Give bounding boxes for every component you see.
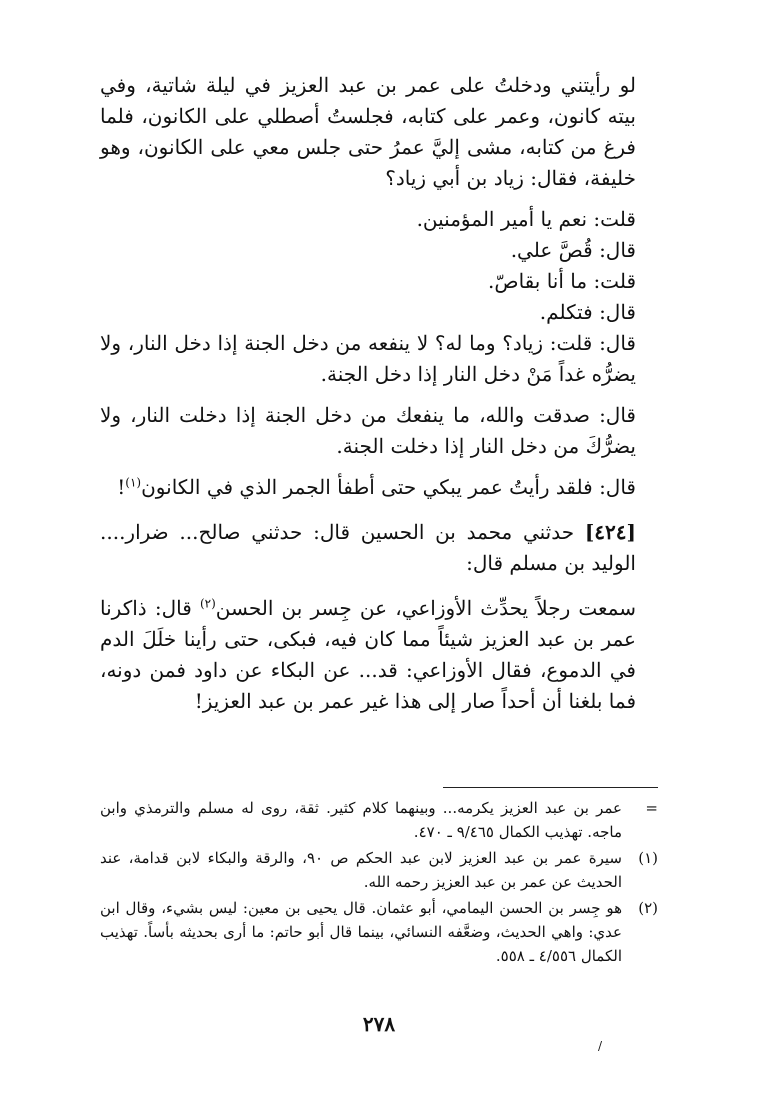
dialogue-line: قال: فتكلم. [539, 300, 636, 324]
dialogue-line: قال: قُصَّ علي. [510, 238, 636, 262]
footnote-mark: (٢) [638, 899, 658, 917]
hadith-number: [٤٢٤] [584, 520, 636, 544]
footnote-continuation [100, 796, 658, 844]
closing-text-2: قال: ذاكرنا عمر بن عبد العزيز شيئاً مما كان فيه، فبكى، حتى رأينا خلَلَ الدم في الدموع، فقال الأوزاعي: قد... عن البكاء عن داود فمن دونه، فما بلغنا أن أحداً صار إلى هذا غير عمر بن عبد العزيز! [100, 596, 636, 713]
hadith-chain [100, 517, 658, 579]
stray-mark: / [597, 1039, 602, 1053]
chain-text: حدثني محمد بن الحسين قال: حدثني صالح... ضرار.... الوليد بن مسلم قال: [100, 520, 636, 575]
main-text [100, 70, 658, 717]
footnote-text: عمر بن عبد العزيز يكرمه... وبينهما كلام كثير. ثقة، روى له مسلم والترمذي وابن ماجه. تهذيب الكمال ٩/٤٦٥ ـ ٤٧٠. [100, 799, 622, 841]
dialogue-line: قلت: ما أنا بقاصّ. [488, 269, 636, 293]
dialogue-line: قلت: نعم يا أمير المؤمنين. [416, 207, 636, 231]
footnote-text: هو جِسر بن الحسن اليمامي، أبو عثمان. قال يحيى بن معين: ليس بشيء، وقال ابن عدي: واهي الحديث، وضعَّفه النسائي، بينما قال أبو حاتم: ما أرى بحديثه بأساً. تهذيب الكمال ٤/٥٥٦ ـ ٥٥٨. [100, 899, 622, 965]
footnote-text: سيرة عمر بن عبد العزيز لابن عبد الحكم ص ٩٠، والرقة والبكاء لابن قدامة، عند الحديث عن عمر بن عبد العزيز رحمه الله. [100, 849, 622, 891]
opening-paragraph: لو رأيتني ودخلتُ على عمر بن عبد العزيز في ليلة شاتية، وفي بيته كانون، وعمر على كتابه، فجلستُ أصطلي على الكانون، فلما فرغ من كتابه، مشى إليَّ عمرُ حتى جلس معي على الكانون، وهو خليفة، فقال: زياد بن أبي زياد؟ [100, 73, 636, 190]
footnote-mark: (١) [638, 849, 658, 867]
footnote-2 [100, 896, 658, 968]
dialogue-line: قال: قلت: زياد؟ وما له؟ لا ينفعه من دخل الجنة إذا دخل النار، ولا يضرُّه غداً مَنْ دخل النار إذا دخل الجنة. [100, 331, 636, 386]
footnote-1 [100, 846, 658, 894]
footnotes [100, 796, 658, 970]
footnote-ref-1: (١) [125, 475, 142, 490]
dialogue-end: ! [117, 475, 126, 499]
dialogue-line: قال: صدقت والله، ما ينفعك من دخل الجنة إذا دخلت النار، ولا يضرُّكَ من دخل النار إذا دخلت الجنة. [100, 403, 636, 458]
closing-text-1: سمعت رجلاً يحدِّث الأوزاعي، عن جِسر بن الحسن [215, 596, 636, 620]
page-number: ٢٧٨ [362, 1012, 396, 1036]
closing-paragraph [100, 593, 658, 717]
dialogue-text: قال: فلقد رأيتُ عمر يبكي حتى أطفأ الجمر الذي في الكانون [141, 475, 636, 499]
footnote-mark: = [645, 799, 658, 817]
footnote-separator [443, 787, 658, 788]
footnote-ref-2: (٢) [199, 596, 216, 611]
dialogue-line [100, 472, 658, 503]
